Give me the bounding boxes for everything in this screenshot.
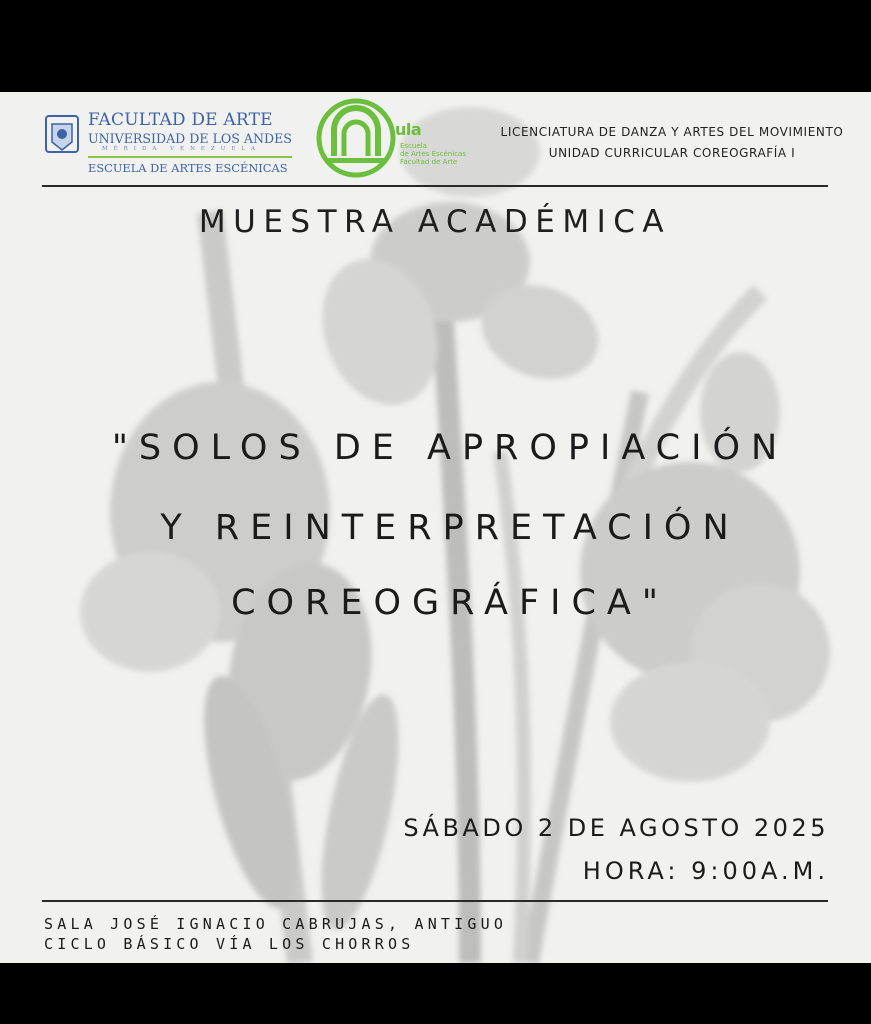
- event-time: HORA: 9:00A.M.: [582, 857, 829, 885]
- university-crest-icon: [42, 112, 82, 158]
- footer-divider: [42, 900, 828, 902]
- ula-arch-icon: [316, 98, 398, 178]
- event-title-line-2: Y REINTERPRETACIÓN: [160, 508, 740, 548]
- program-unit: UNIDAD CURRICULAR COREOGRAFÍA I: [548, 146, 796, 160]
- university-name: UNIVERSIDAD DE LOS ANDES: [88, 131, 292, 146]
- ula-subtitle: [400, 142, 490, 166]
- program-info: [488, 122, 856, 164]
- university-city: MÉRIDA VENEZUELA: [102, 146, 262, 152]
- event-date: SÁBADO 2 DE AGOSTO 2025: [403, 814, 829, 842]
- header-divider: [42, 185, 828, 187]
- venue-line-2: CICLO BÁSICO VÍA LOS CHORROS: [44, 935, 415, 953]
- event-poster: [0, 92, 871, 963]
- logo-divider: [88, 156, 292, 158]
- program-degree: LICENCIATURA DE DANZA Y ARTES DEL MOVIMIENTO: [500, 125, 844, 139]
- ula-sub-line-3: Facultad de Arte: [400, 158, 458, 166]
- facultad-de-arte-logo: [42, 110, 292, 174]
- school-name: ESCUELA DE ARTES ESCÉNICAS: [88, 161, 288, 175]
- event-title-line-1: "SOLOS DE APROPIACIÓN: [111, 428, 789, 468]
- ula-sub-line-1: Escuela: [400, 142, 427, 150]
- event-title-line-3: COREOGRÁFICA": [231, 583, 669, 623]
- ula-sub-line-2: de Artes Escénicas: [400, 150, 466, 158]
- ula-wordmark: ula: [395, 120, 422, 139]
- ula-escuela-logo: [316, 98, 486, 178]
- faculty-name: FACULTAD DE ARTE: [88, 110, 273, 130]
- venue-line-1: SALA JOSÉ IGNACIO CABRUJAS, ANTIGUO: [44, 915, 508, 933]
- event-type-heading: MUESTRA ACADÉMICA: [198, 204, 672, 240]
